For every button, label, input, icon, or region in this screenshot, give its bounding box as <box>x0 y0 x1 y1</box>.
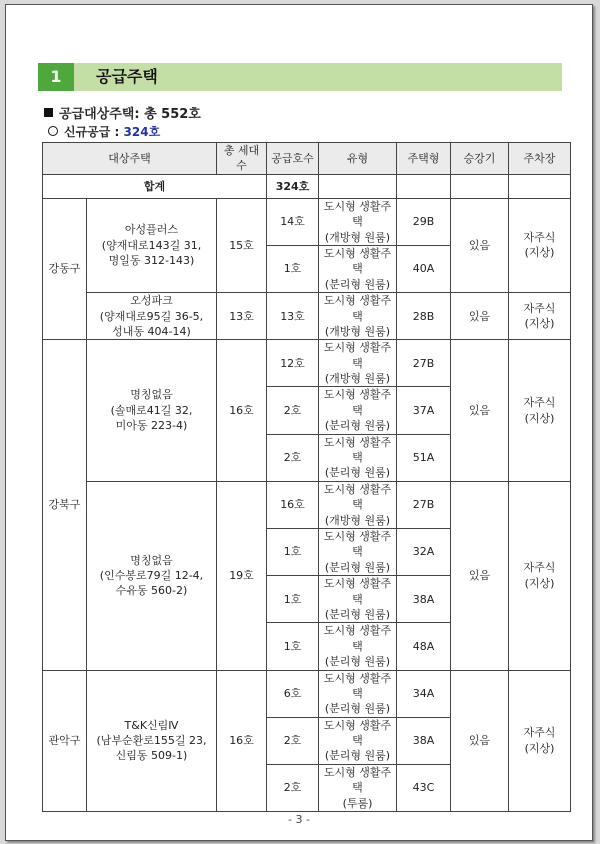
supply-total-text: 공급대상주택: 총 552호 <box>59 107 201 122</box>
elevator-cell: 있음 <box>451 293 509 340</box>
type-line2: (분리형 원룸) <box>324 607 391 621</box>
district-cell: 관악구 <box>43 670 87 812</box>
building-name: 명칭없음 <box>130 388 173 402</box>
supply-count-cell: 2호 <box>267 434 319 481</box>
type-cell <box>319 387 397 434</box>
building-cell <box>87 481 217 670</box>
parking-cell <box>509 481 571 670</box>
col-header: 총 세대수 <box>217 143 267 175</box>
supply-count-cell: 1호 <box>267 528 319 575</box>
elevator-cell: 있음 <box>451 198 509 292</box>
type-cell <box>319 670 397 717</box>
supply-count-cell: 13호 <box>267 293 319 340</box>
supply-count-cell: 1호 <box>267 576 319 623</box>
housing-table <box>42 142 571 812</box>
type-cell <box>319 528 397 575</box>
type-line1: 도시형 생활주택 <box>323 341 392 370</box>
house-size-cell: 38A <box>397 576 451 623</box>
supply-count-cell: 6호 <box>267 670 319 717</box>
type-cell <box>319 340 397 387</box>
building-addr2: 신림동 509-1) <box>115 749 188 763</box>
building-addr1: (솔매로41길 32, <box>110 403 193 417</box>
page-number: - 3 - <box>288 813 310 826</box>
elevator-cell: 있음 <box>451 670 509 812</box>
building-name: T&K신림Ⅳ <box>124 718 179 732</box>
building-addr1: (남부순환로155길 23, <box>96 734 207 748</box>
type-line1: 도시형 생활주택 <box>323 577 392 606</box>
type-line1: 도시형 생활주택 <box>323 482 392 512</box>
type-line1: 도시형 생활주택 <box>323 529 392 559</box>
type-line2: (개방형 원룸) <box>324 230 391 244</box>
type-line1: 도시형 생활주택 <box>323 624 392 653</box>
households-cell: 13호 <box>217 293 267 340</box>
district-cell: 강북구 <box>43 340 87 670</box>
table-row <box>43 670 571 717</box>
type-line2: (개방형 원룸) <box>324 324 391 338</box>
supply-total-line <box>44 103 201 122</box>
supply-count-cell: 12호 <box>267 340 319 387</box>
type-line1: 도시형 생활주택 <box>323 246 392 276</box>
section-number: 1 <box>38 63 74 91</box>
building-cell <box>87 670 217 812</box>
building-name: 명칭없음 <box>130 553 173 567</box>
building-name: 오성파크 <box>130 294 173 308</box>
col-header: 주차장 <box>509 143 571 175</box>
type-line2: (개방형 원룸) <box>324 372 391 386</box>
new-supply-value: 324호 <box>123 125 161 139</box>
type-line2: (분리형 원룸) <box>324 749 391 763</box>
building-addr2: 명일동 312-143) <box>108 254 195 268</box>
type-cell <box>319 623 397 670</box>
type-line1: 도시형 생활주택 <box>323 199 392 229</box>
supply-count-cell: 1호 <box>267 245 319 292</box>
supply-count-cell: 16호 <box>267 481 319 528</box>
building-cell <box>87 293 217 340</box>
col-header: 대상주택 <box>43 143 217 175</box>
type-line1: 도시형 생활주택 <box>323 294 392 323</box>
col-header: 승강기 <box>451 143 509 175</box>
type-cell <box>319 198 397 245</box>
type-line1: 도시형 생활주택 <box>323 388 392 417</box>
new-supply-label: 신규공급 : <box>64 125 120 139</box>
total-label: 합계 <box>43 174 267 198</box>
house-size-cell: 43C <box>397 764 451 811</box>
type-line1: 도시형 생활주택 <box>323 671 392 700</box>
house-size-cell: 51A <box>397 434 451 481</box>
elevator-cell: 있음 <box>451 481 509 670</box>
circle-bullet-icon <box>48 126 58 136</box>
households-cell: 16호 <box>217 670 267 812</box>
district-cell: 강동구 <box>43 198 87 340</box>
parking-cell <box>509 198 571 292</box>
type-line1: 도시형 생활주택 <box>323 435 392 465</box>
parking-line1: 자주식 <box>523 561 556 575</box>
building-addr2: 미아동 223-4) <box>115 419 188 433</box>
type-line1: 도시형 생활주택 <box>323 718 392 748</box>
parking-line2: (지상) <box>524 246 555 260</box>
total-value: 324호 <box>267 174 319 198</box>
type-line2: (분리형 원룸) <box>324 277 391 291</box>
type-line2: (분리형 원룸) <box>324 419 391 433</box>
building-cell <box>87 340 217 482</box>
type-cell <box>319 481 397 528</box>
building-cell <box>87 198 217 292</box>
house-size-cell: 34A <box>397 670 451 717</box>
type-line2: (분리형 원룸) <box>324 560 391 574</box>
new-supply-line <box>48 123 160 140</box>
table-row <box>43 293 571 340</box>
parking-line2: (지상) <box>524 741 555 755</box>
parking-cell <box>509 670 571 812</box>
type-cell <box>319 576 397 623</box>
section-title: 공급주택 <box>96 67 158 86</box>
type-line2: (개방형 원룸) <box>324 513 391 527</box>
parking-line2: (지상) <box>524 576 555 590</box>
type-cell <box>319 717 397 764</box>
building-addr1: (인수봉로79길 12-4, <box>99 568 204 582</box>
house-size-cell: 48A <box>397 623 451 670</box>
document-page <box>5 4 593 841</box>
type-line2: (투룸) <box>342 796 373 810</box>
building-name: 아성플러스 <box>124 223 179 237</box>
households-cell: 15호 <box>217 198 267 292</box>
house-size-cell: 38A <box>397 717 451 764</box>
house-size-cell: 32A <box>397 528 451 575</box>
table-row <box>43 481 571 528</box>
building-addr2: 수유동 560-2) <box>115 584 188 598</box>
households-cell: 16호 <box>217 340 267 482</box>
type-cell <box>319 245 397 292</box>
square-bullet-icon <box>44 108 53 117</box>
parking-line1: 자주식 <box>523 231 556 245</box>
households-cell: 19호 <box>217 481 267 670</box>
type-line2: (분리형 원룸) <box>324 702 391 716</box>
supply-count-cell: 2호 <box>267 717 319 764</box>
house-size-cell: 28B <box>397 293 451 340</box>
type-line2: (분리형 원룸) <box>324 466 391 480</box>
house-size-cell: 37A <box>397 387 451 434</box>
building-addr1: (양재대로95길 36-5, <box>99 309 204 323</box>
parking-cell <box>509 340 571 482</box>
house-size-cell: 27B <box>397 481 451 528</box>
house-size-cell: 40A <box>397 245 451 292</box>
supply-count-cell: 14호 <box>267 198 319 245</box>
section-header <box>38 63 562 91</box>
parking-cell <box>509 293 571 340</box>
col-header: 주택형 <box>397 143 451 175</box>
building-addr1: (양재대로143길 31, <box>101 238 202 252</box>
table-row <box>43 198 571 245</box>
building-addr2: 성내동 404-14) <box>112 324 191 338</box>
table-row <box>43 340 571 387</box>
house-size-cell: 29B <box>397 198 451 245</box>
parking-line2: (지상) <box>524 411 555 425</box>
table-header-row <box>43 143 571 175</box>
type-cell <box>319 764 397 811</box>
elevator-cell: 있음 <box>451 340 509 482</box>
col-header: 유형 <box>319 143 397 175</box>
parking-line1: 자주식 <box>523 726 556 740</box>
parking-line1: 자주식 <box>523 301 556 315</box>
supply-count-cell: 2호 <box>267 764 319 811</box>
supply-count-cell: 1호 <box>267 623 319 670</box>
total-row <box>43 174 571 198</box>
type-line1: 도시형 생활주택 <box>323 765 392 795</box>
house-size-cell: 27B <box>397 340 451 387</box>
supply-count-cell: 2호 <box>267 387 319 434</box>
parking-line2: (지상) <box>524 317 555 331</box>
col-header: 공급호수 <box>267 143 319 175</box>
type-cell <box>319 434 397 481</box>
type-line2: (분리형 원룸) <box>324 655 391 669</box>
parking-line1: 자주식 <box>523 396 556 410</box>
type-cell <box>319 293 397 340</box>
